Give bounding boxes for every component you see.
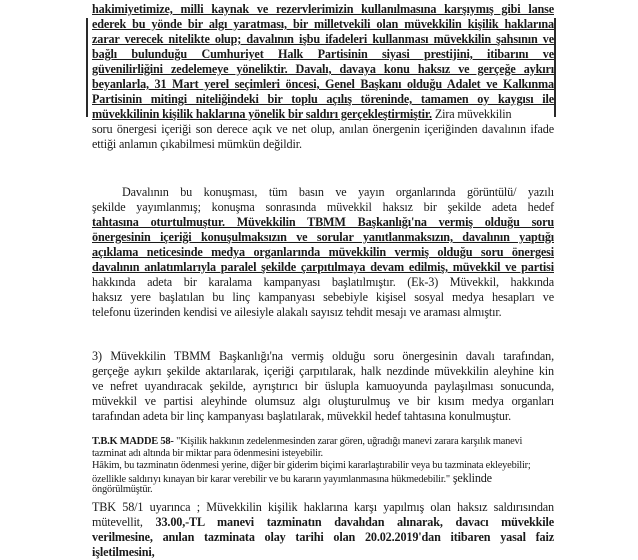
paragraph-line: müvekkil ve partisi aleyhinde olumsuz algı oluşturulmuş ve bir kısım medya organları [92, 394, 554, 408]
paragraph-line: önergesinin içeriği konuşulmaksızın ve sorular yanıtlanmaksızın, davalının yaptığı [92, 230, 554, 244]
plain-text: mütevellit, [92, 515, 156, 529]
plain-text: Zira müvekkilin [431, 107, 512, 121]
paragraph-line: açıklama neticesinde medya organlarında müvekkilin vermiş olduğu soru önergesi [92, 245, 554, 259]
paragraph-line: beyanlarla, 31 Mart yerel seçimleri öncesi, Genel Başkanı olduğu Adalet ve Kalkınma [92, 77, 554, 91]
paragraph-line: tarafından adeta bir linç kampanyası başlatılarak, müvekkil hedef tahtasına konulmuştur. [92, 409, 511, 423]
paragraph-line: işletilmesini, [92, 545, 155, 559]
article-quote-line: öngörülmüştür. [92, 484, 153, 495]
paragraph-line: 3) Müvekkilin TBMM Başkanlığı'na vermiş olduğu soru önergesinin davalı tarafından, [92, 349, 554, 363]
paragraph-line: şekilde yayımlanmış; konuşma sonrasında müvekkil haksız bir şekilde adeta hedef [92, 200, 554, 214]
article-text: "Kişilik hakkının zedelenmesinden zarar gören, uğradığı manevi zarara karşılık manevi [173, 436, 523, 447]
emphasis-text: müvekkilinin kişilik haklarına yönelik bir saldırı gerçekleştirmiştir. [92, 107, 432, 121]
inline-tail: şeklinde [449, 471, 492, 485]
paragraph-line: gerçeğe aykırı şekilde aktarılarak, içeriği çarpıtılarak, halk nezdinde müvekkilin aleyhine kin [92, 364, 554, 378]
paragraph-line: ve nefret uyandıracak şekilde, ayrıştırıcı bir üslupla kamuoyunda paylaşılması sonucunda, [92, 379, 554, 393]
paragraph-line: verilmesine, anılan tazminata olay tarihi olan 20.02.2019'dan itibaren yasal faiz [92, 530, 554, 544]
margin-bracket-left [86, 18, 88, 117]
margin-bracket-right [554, 18, 556, 117]
article-heading: T.B.K MADDE 58- [92, 436, 174, 447]
paragraph-line: haksız yere başlatılan bu linç kampanyası sebebiyle kişisel sosyal medya hesapları ve [92, 290, 554, 304]
paragraph-line: telefonu üzerinden kendisi ve ailesiyle alakalı sayısız tehdit mesajı ve araması almıştır. [92, 305, 502, 319]
article-quote-line: tazminat adı altında bir miktar para ödenmesini isteyebilir. [92, 448, 323, 459]
paragraph-line: TBK 58/1 uyarınca ; Müvekkilin kişilik haklarına karşı yapılmış olan haksız saldırısından [92, 500, 554, 514]
paragraph-line: Partisinin mitingi niteliğindeki bir toplu açılış töreninde, tamamen oy kaygısı ile [92, 92, 554, 106]
article-quote-line [92, 436, 554, 448]
paragraph-line: ettiği anlamın çıkabilmesi mümkün değildir. [92, 137, 302, 151]
paragraph-line: zarar verecek nitelikte olup; davalının işbu ifadeleri kullanması müvekkilin şahsının ve [92, 32, 554, 46]
paragraph-line: soru önergesi içeriği son derece açık ve net olup, anılan önergenin içeriğinden davalının ifade [92, 122, 554, 136]
paragraph-line: Davalının bu konuşması, tüm basın ve yayın organlarında görüntülü/ yazılı [122, 185, 554, 199]
paragraph-line: hakkında adeta bir karalama kampanyası başlatılmıştır. (Ek-3) Müvekkil, hakkında [92, 275, 554, 289]
article-quote-line: Hâkim, bu tazminatın ödenmesi yerine, diğer bir giderim biçimi kararlaştırabilir veya bu tazminata ekleyebilir; [92, 460, 531, 471]
emphasis-text: 33.00,-TL manevi tazminatın davalıdan alınarak, davacı müvekkile [155, 515, 554, 529]
paragraph-line: ederek bu yönde bir algı yaratması, bir milletvekili olan müvekkilin kişilik haklarına [92, 17, 554, 31]
paragraph-line: davalının anlatımlarıyla paralel şekilde çarpıtılmaya devam edilmiş, müvekkil ve partisi [92, 260, 554, 274]
paragraph-line: bağlı bulunduğu Cumhuriyet Halk Partisinin siyasi prestijini, itibarını ve [92, 47, 554, 61]
paragraph-line-mixed [92, 107, 554, 122]
paragraph-line-mixed [92, 515, 554, 530]
paragraph-line: hakimiyetimize, milli kaynak ve rezervlerimizin kullanılmasına karşıymış gibi lanse [92, 2, 554, 16]
article-text: özellikle saldırıyı kınayan bir karar verebilir ve bu kararın yayımlanmasına hükmedebilir." [92, 474, 450, 485]
paragraph-line: güvenilirliğini zedelemeye yöneliktir. Davalı, davaya konu haksız ve gerçeğe aykırı [92, 62, 554, 76]
paragraph-line: tahtasına oturtulmuştur. Müvekkilin TBMM Başkanlığı'na vermiş olduğu soru [92, 215, 554, 229]
